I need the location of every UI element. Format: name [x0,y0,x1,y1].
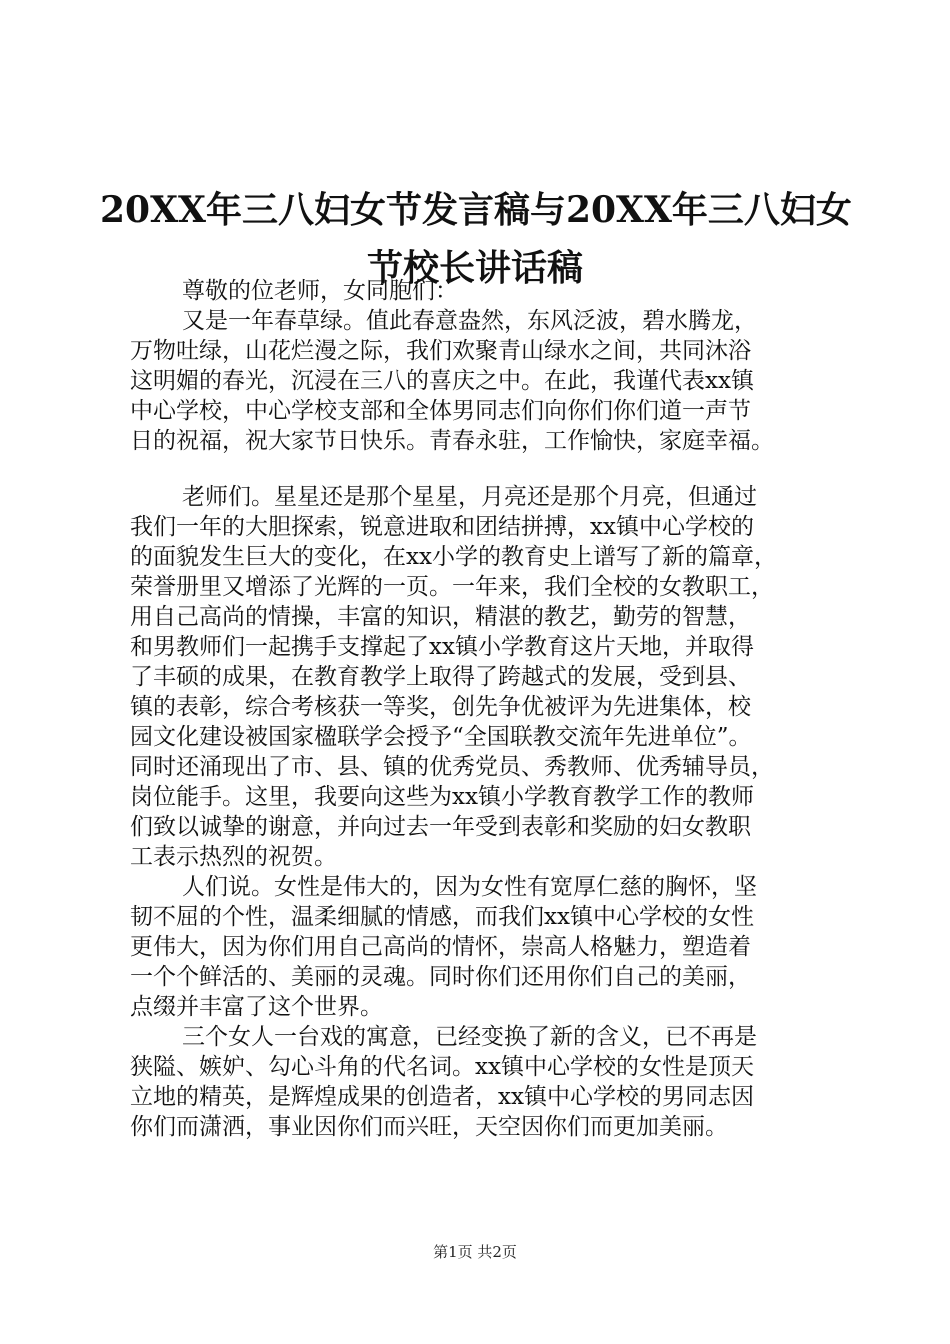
paragraph-1-line: 这明媚的春光，沉浸在三八的喜庆之中。在此，我谨代表xx镇 [130,368,754,394]
paragraph-2-line: 和男教师们一起携手支撑起了xx镇小学教育这片天地，并取得 [130,634,754,660]
paragraph-2-line: 们致以诚挚的谢意，并向过去一年受到表彰和奖励的妇女教职 [130,814,751,840]
paragraph-3-line: 更伟大，因为你们用自己高尚的情怀，崇高人格魅力，塑造着 [130,934,751,960]
document-title-line-1: 20XX年三八妇女节发言稿与20XX年三八妇女 [100,189,852,231]
paragraph-1-line: 又是一年春草绿。值此春意盎然，东风泛波，碧水腾龙， [182,308,757,334]
paragraph-3-line: 韧不屈的个性，温柔细腻的情感，而我们xx镇中心学校的女性 [130,904,754,930]
paragraph-2-line: 用自己高尚的情操，丰富的知识，精湛的教艺，勤劳的智慧， [130,604,751,630]
salutation: 尊敬的位老师，女同胞们： [182,278,458,304]
paragraph-4-line: 你们而潇洒，事业因你们而兴旺，天空因你们而更加美丽。 [130,1114,728,1140]
document-body [130,276,850,1142]
paragraph-2-line: 了丰硕的成果，在教育教学上取得了跨越式的发展，受到县、 [130,664,751,690]
paragraph-2-line: 岗位能手。这里，我要向这些为xx镇小学教育教学工作的教师 [130,784,754,810]
paragraph-3-line: 一个个鲜活的、美丽的灵魂。同时你们还用你们自己的美丽， [130,964,751,990]
paragraph-2-line: 工表示热烈的祝贺。 [130,844,337,870]
paragraph-2-line: 的面貌发生巨大的变化，在xx小学的教育史上谱写了新的篇章， [130,544,777,570]
paragraph-2-line: 我们一年的大胆探索，锐意进取和团结拼搏，xx镇中心学校的 [130,514,754,540]
paragraph-4-line: 立地的精英，是辉煌成果的创造者，xx镇中心学校的男同志因 [130,1084,754,1110]
paragraph-2-line: 同时还涌现出了市、县、镇的优秀党员、秀教师、优秀辅导员， [130,754,774,780]
paragraph-1-line: 万物吐绿，山花烂漫之际，我们欢聚青山绿水之间，共同沐浴 [130,338,751,364]
paragraph-1-line: 中心学校，中心学校支部和全体男同志们向你们你们道一声节 [130,398,751,424]
paragraph-gap [130,456,850,482]
paragraph-1-line: 日的祝福，祝大家节日快乐。青春永驻，工作愉快，家庭幸福。 [130,428,774,454]
document-title-line-2: 节校长讲话稿 [366,247,583,289]
paragraph-4-line: 三个女人一台戏的寓意，已经变换了新的含义，已不再是 [182,1024,757,1050]
paragraph-3-line: 人们说。女性是伟大的，因为女性有宽厚仁慈的胸怀，坚 [182,874,757,900]
paragraph-2-line: 荣誉册里又增添了光辉的一页。一年来，我们全校的女教职工， [130,574,774,600]
paragraph-4-line: 狭隘、嫉妒、勾心斗角的代名词。xx镇中心学校的女性是顶天 [130,1054,754,1080]
paragraph-2-line: 镇的表彰，综合考核获一等奖，创先争优被评为先进集体，校 [130,694,751,720]
paragraph-2-line: 老师们。星星还是那个星星，月亮还是那个月亮，但通过 [182,484,757,510]
paragraph-2-line: 园文化建设被国家楹联学会授予“全国联教交流年先进单位”。 [130,724,752,750]
page-number-footer: 第1页 共2页 [433,1243,517,1261]
paragraph-3-line: 点缀并丰富了这个世界。 [130,994,383,1020]
